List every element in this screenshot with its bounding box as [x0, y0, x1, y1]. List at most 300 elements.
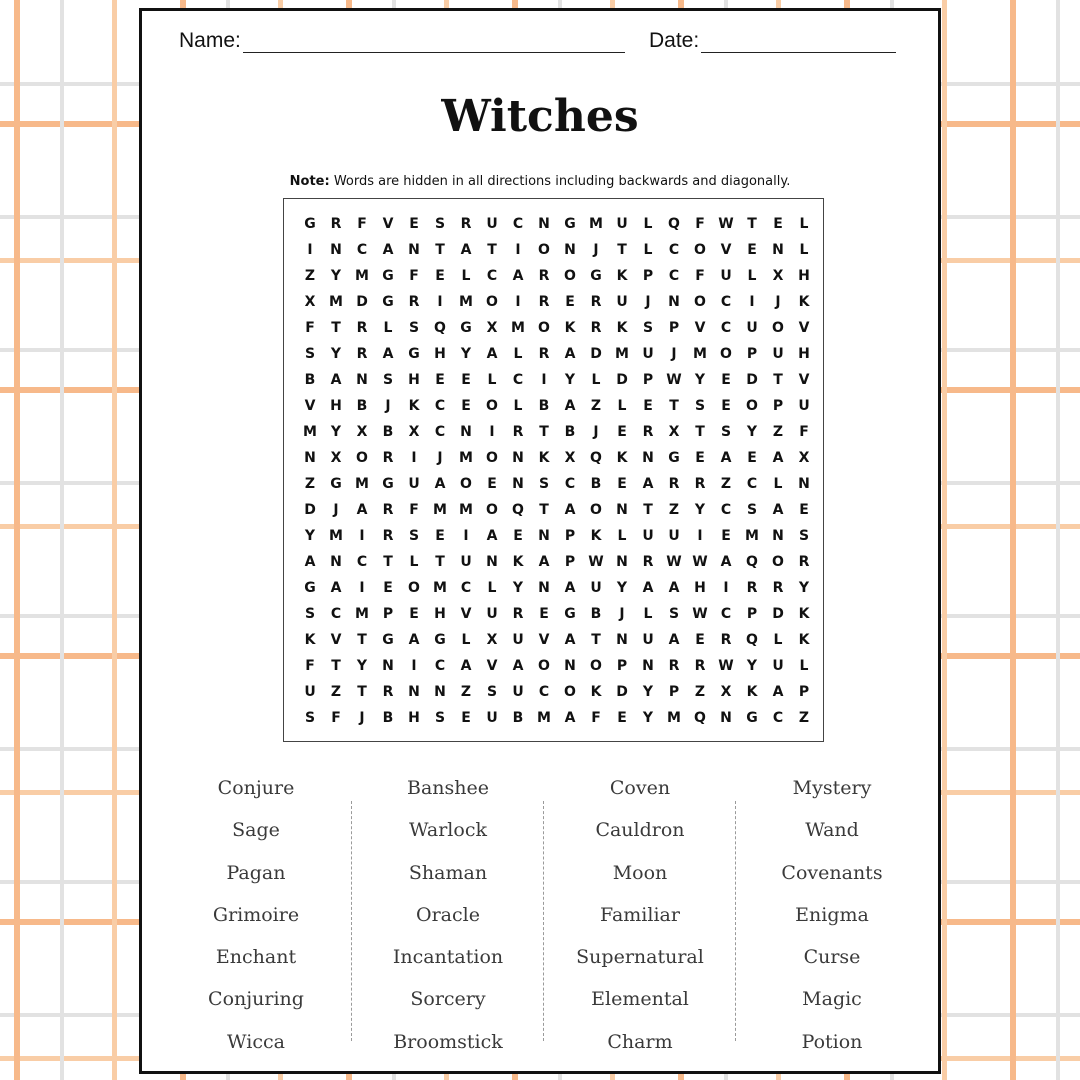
grid-letter[interactable]: R: [642, 424, 654, 440]
grid-letter[interactable]: A: [382, 346, 394, 362]
grid-letter[interactable]: L: [773, 632, 783, 648]
grid-letter[interactable]: C: [486, 268, 498, 284]
grid-letter[interactable]: J: [593, 424, 599, 440]
grid-letter[interactable]: V: [486, 658, 498, 674]
grid-letter[interactable]: L: [799, 216, 809, 232]
grid-letter[interactable]: C: [356, 242, 368, 258]
grid-letter[interactable]: Y: [642, 710, 654, 726]
grid-letter[interactable]: H: [434, 606, 446, 622]
grid-letter[interactable]: A: [772, 502, 784, 518]
grid-letter[interactable]: Z: [590, 398, 602, 414]
grid-letter[interactable]: R: [512, 606, 524, 622]
grid-letter[interactable]: N: [642, 450, 654, 466]
grid-letter[interactable]: U: [642, 528, 654, 544]
grid-letter[interactable]: E: [747, 242, 757, 258]
grid-letter[interactable]: M: [693, 346, 707, 362]
grid-letter[interactable]: D: [616, 684, 628, 700]
grid-letter[interactable]: B: [382, 710, 394, 726]
grid-letter[interactable]: Q: [434, 320, 446, 336]
grid-letter[interactable]: J: [775, 294, 781, 310]
grid-letter[interactable]: U: [642, 346, 654, 362]
grid-letter[interactable]: F: [695, 268, 705, 284]
grid-letter[interactable]: S: [798, 528, 810, 544]
grid-letter[interactable]: N: [772, 528, 784, 544]
grid-letter[interactable]: D: [304, 502, 316, 518]
grid-letter[interactable]: M: [433, 580, 447, 596]
grid-letter[interactable]: A: [720, 450, 732, 466]
name-line[interactable]: [243, 30, 625, 53]
grid-letter[interactable]: I: [697, 528, 703, 544]
grid-letter[interactable]: M: [745, 528, 759, 544]
date-line[interactable]: [701, 30, 896, 53]
grid-letter[interactable]: J: [619, 606, 625, 622]
grid-letter[interactable]: V: [304, 398, 316, 414]
name-field[interactable]: [179, 29, 625, 53]
grid-letter[interactable]: Y: [798, 580, 810, 596]
grid-letter[interactable]: O: [590, 658, 602, 674]
grid-letter[interactable]: F: [305, 320, 315, 336]
grid-letter[interactable]: F: [695, 216, 705, 232]
grid-letter[interactable]: E: [487, 476, 497, 492]
grid-letter[interactable]: T: [747, 216, 757, 232]
grid-letter[interactable]: U: [304, 684, 316, 700]
grid-letter[interactable]: X: [356, 424, 368, 440]
grid-letter[interactable]: R: [538, 268, 550, 284]
grid-letter[interactable]: G: [590, 268, 602, 284]
grid-letter[interactable]: E: [461, 710, 471, 726]
grid-letter[interactable]: E: [461, 398, 471, 414]
grid-letter[interactable]: P: [382, 606, 394, 622]
grid-letter[interactable]: O: [538, 320, 550, 336]
grid-letter[interactable]: P: [746, 606, 758, 622]
grid-letter[interactable]: E: [513, 528, 523, 544]
grid-letter[interactable]: N: [564, 658, 576, 674]
grid-letter[interactable]: N: [772, 242, 784, 258]
grid-letter[interactable]: I: [359, 580, 365, 596]
grid-letter[interactable]: E: [721, 398, 731, 414]
grid-letter[interactable]: A: [564, 346, 576, 362]
grid-letter[interactable]: N: [538, 580, 550, 596]
grid-letter[interactable]: X: [798, 450, 810, 466]
grid-letter[interactable]: O: [356, 450, 368, 466]
grid-letter[interactable]: Y: [694, 372, 706, 388]
grid-letter[interactable]: L: [643, 606, 653, 622]
grid-letter[interactable]: B: [382, 424, 394, 440]
grid-letter[interactable]: T: [591, 632, 601, 648]
grid-letter[interactable]: Y: [642, 684, 654, 700]
grid-letter[interactable]: T: [617, 242, 627, 258]
grid-letter[interactable]: L: [409, 554, 419, 570]
grid-letter[interactable]: G: [460, 320, 472, 336]
grid-letter[interactable]: U: [668, 528, 680, 544]
grid-letter[interactable]: R: [330, 216, 342, 232]
grid-letter[interactable]: G: [382, 294, 394, 310]
grid-letter[interactable]: K: [564, 320, 576, 336]
grid-letter[interactable]: N: [330, 554, 342, 570]
grid-letter[interactable]: S: [668, 606, 680, 622]
grid-letter[interactable]: A: [330, 372, 342, 388]
grid-letter[interactable]: T: [331, 320, 341, 336]
grid-letter[interactable]: O: [538, 242, 550, 258]
grid-letter[interactable]: A: [720, 554, 732, 570]
grid-letter[interactable]: I: [437, 294, 443, 310]
grid-letter[interactable]: L: [643, 242, 653, 258]
grid-letter[interactable]: C: [720, 502, 732, 518]
grid-letter[interactable]: N: [434, 684, 446, 700]
grid-letter[interactable]: A: [512, 658, 524, 674]
grid-letter[interactable]: D: [772, 606, 784, 622]
grid-letter[interactable]: E: [799, 502, 809, 518]
grid-letter[interactable]: Y: [746, 424, 758, 440]
grid-letter[interactable]: Y: [330, 346, 342, 362]
grid-letter[interactable]: R: [590, 320, 602, 336]
grid-letter[interactable]: L: [617, 398, 627, 414]
grid-letter[interactable]: P: [642, 372, 654, 388]
grid-letter[interactable]: M: [355, 268, 369, 284]
grid-letter[interactable]: A: [538, 554, 550, 570]
grid-letter[interactable]: T: [695, 424, 705, 440]
grid-letter[interactable]: D: [356, 294, 368, 310]
grid-letter[interactable]: D: [746, 372, 758, 388]
grid-letter[interactable]: N: [798, 476, 810, 492]
grid-letter[interactable]: U: [486, 216, 498, 232]
grid-letter[interactable]: A: [564, 632, 576, 648]
grid-letter[interactable]: H: [434, 346, 446, 362]
grid-letter[interactable]: C: [668, 242, 680, 258]
grid-letter[interactable]: I: [489, 424, 495, 440]
grid-letter[interactable]: A: [668, 580, 680, 596]
grid-letter[interactable]: K: [616, 268, 628, 284]
grid-letter[interactable]: P: [746, 346, 758, 362]
grid-letter[interactable]: U: [798, 398, 810, 414]
grid-letter[interactable]: U: [720, 268, 732, 284]
grid-letter[interactable]: E: [617, 476, 627, 492]
grid-letter[interactable]: O: [746, 398, 758, 414]
grid-letter[interactable]: X: [720, 684, 732, 700]
grid-letter[interactable]: O: [564, 268, 576, 284]
grid-letter[interactable]: G: [382, 268, 394, 284]
grid-letter[interactable]: F: [799, 424, 809, 440]
grid-letter[interactable]: P: [564, 554, 576, 570]
grid-letter[interactable]: Y: [304, 528, 316, 544]
grid-letter[interactable]: U: [512, 632, 524, 648]
grid-letter[interactable]: A: [356, 502, 368, 518]
grid-letter[interactable]: O: [538, 658, 550, 674]
grid-letter[interactable]: Q: [512, 502, 524, 518]
grid-letter[interactable]: A: [304, 554, 316, 570]
grid-letter[interactable]: R: [408, 294, 420, 310]
grid-letter[interactable]: K: [512, 554, 524, 570]
grid-letter[interactable]: V: [720, 242, 732, 258]
grid-letter[interactable]: Y: [330, 268, 342, 284]
grid-letter[interactable]: K: [798, 606, 810, 622]
grid-letter[interactable]: Y: [746, 658, 758, 674]
grid-letter[interactable]: Y: [616, 580, 628, 596]
grid-letter[interactable]: M: [459, 450, 473, 466]
grid-letter[interactable]: R: [382, 450, 394, 466]
grid-letter[interactable]: H: [330, 398, 342, 414]
grid-letter[interactable]: C: [512, 372, 524, 388]
grid-letter[interactable]: C: [434, 398, 446, 414]
grid-letter[interactable]: A: [564, 580, 576, 596]
grid-letter[interactable]: M: [329, 294, 343, 310]
grid-letter[interactable]: G: [382, 476, 394, 492]
grid-letter[interactable]: P: [642, 268, 654, 284]
grid-letter[interactable]: N: [486, 554, 498, 570]
grid-letter[interactable]: N: [538, 528, 550, 544]
grid-letter[interactable]: T: [539, 502, 549, 518]
grid-letter[interactable]: B: [512, 710, 524, 726]
grid-letter[interactable]: P: [616, 658, 628, 674]
grid-letter[interactable]: Z: [330, 684, 342, 700]
grid-letter[interactable]: A: [772, 450, 784, 466]
grid-letter[interactable]: T: [357, 632, 367, 648]
grid-letter[interactable]: H: [694, 580, 706, 596]
grid-letter[interactable]: K: [590, 684, 602, 700]
grid-letter[interactable]: W: [666, 372, 682, 388]
grid-letter[interactable]: S: [304, 606, 316, 622]
grid-letter[interactable]: M: [355, 476, 369, 492]
grid-letter[interactable]: G: [330, 476, 342, 492]
grid-letter[interactable]: Y: [564, 372, 576, 388]
grid-letter[interactable]: S: [304, 710, 316, 726]
grid-letter[interactable]: N: [512, 476, 524, 492]
grid-letter[interactable]: Z: [798, 710, 810, 726]
grid-letter[interactable]: C: [356, 554, 368, 570]
grid-letter[interactable]: X: [408, 424, 420, 440]
grid-letter[interactable]: Q: [694, 710, 706, 726]
grid-letter[interactable]: R: [356, 346, 368, 362]
grid-letter[interactable]: P: [772, 398, 784, 414]
grid-letter[interactable]: X: [486, 320, 498, 336]
grid-letter[interactable]: M: [329, 528, 343, 544]
grid-letter[interactable]: J: [671, 346, 677, 362]
grid-letter[interactable]: L: [799, 242, 809, 258]
grid-letter[interactable]: R: [356, 320, 368, 336]
grid-letter[interactable]: L: [799, 658, 809, 674]
grid-letter[interactable]: S: [694, 398, 706, 414]
grid-letter[interactable]: K: [590, 528, 602, 544]
grid-letter[interactable]: T: [669, 398, 679, 414]
grid-letter[interactable]: F: [409, 268, 419, 284]
grid-letter[interactable]: R: [382, 684, 394, 700]
grid-letter[interactable]: A: [564, 398, 576, 414]
grid-letter[interactable]: O: [564, 684, 576, 700]
grid-letter[interactable]: I: [723, 580, 729, 596]
grid-letter[interactable]: O: [772, 554, 784, 570]
grid-letter[interactable]: A: [434, 476, 446, 492]
grid-letter[interactable]: M: [667, 710, 681, 726]
grid-letter[interactable]: G: [564, 216, 576, 232]
grid-letter[interactable]: S: [408, 320, 420, 336]
grid-letter[interactable]: E: [695, 632, 705, 648]
grid-letter[interactable]: A: [486, 528, 498, 544]
grid-letter[interactable]: H: [408, 372, 420, 388]
grid-letter[interactable]: M: [459, 294, 473, 310]
grid-letter[interactable]: E: [721, 528, 731, 544]
grid-letter[interactable]: E: [773, 216, 783, 232]
grid-letter[interactable]: N: [460, 424, 472, 440]
grid-letter[interactable]: A: [382, 242, 394, 258]
grid-letter[interactable]: M: [511, 320, 525, 336]
grid-letter[interactable]: W: [692, 606, 708, 622]
grid-letter[interactable]: U: [772, 658, 784, 674]
grid-letter[interactable]: E: [539, 606, 549, 622]
grid-letter[interactable]: C: [746, 476, 758, 492]
grid-letter[interactable]: I: [463, 528, 469, 544]
grid-letter[interactable]: R: [460, 216, 472, 232]
grid-letter[interactable]: R: [590, 294, 602, 310]
grid-letter[interactable]: V: [460, 606, 472, 622]
grid-letter[interactable]: O: [460, 476, 472, 492]
grid-letter[interactable]: A: [642, 476, 654, 492]
grid-letter[interactable]: E: [695, 450, 705, 466]
grid-letter[interactable]: I: [515, 294, 521, 310]
grid-letter[interactable]: J: [359, 710, 365, 726]
grid-letter[interactable]: N: [408, 684, 420, 700]
grid-letter[interactable]: N: [564, 242, 576, 258]
grid-letter[interactable]: C: [460, 580, 472, 596]
grid-letter[interactable]: D: [616, 372, 628, 388]
grid-letter[interactable]: U: [460, 554, 472, 570]
grid-letter[interactable]: E: [383, 580, 393, 596]
grid-letter[interactable]: C: [564, 476, 576, 492]
grid-letter[interactable]: O: [772, 320, 784, 336]
grid-letter[interactable]: C: [772, 710, 784, 726]
grid-letter[interactable]: G: [668, 450, 680, 466]
grid-letter[interactable]: L: [617, 528, 627, 544]
grid-letter[interactable]: L: [461, 632, 471, 648]
grid-letter[interactable]: L: [747, 268, 757, 284]
grid-letter[interactable]: U: [746, 320, 758, 336]
grid-letter[interactable]: S: [538, 476, 550, 492]
grid-letter[interactable]: R: [720, 632, 732, 648]
grid-letter[interactable]: B: [590, 476, 602, 492]
grid-letter[interactable]: D: [590, 346, 602, 362]
grid-letter[interactable]: O: [486, 502, 498, 518]
grid-letter[interactable]: I: [411, 658, 417, 674]
grid-letter[interactable]: Y: [694, 502, 706, 518]
grid-letter[interactable]: E: [435, 372, 445, 388]
grid-letter[interactable]: B: [538, 398, 550, 414]
grid-letter[interactable]: A: [564, 502, 576, 518]
grid-letter[interactable]: S: [382, 372, 394, 388]
grid-letter[interactable]: G: [434, 632, 446, 648]
grid-letter[interactable]: J: [593, 242, 599, 258]
grid-letter[interactable]: O: [590, 502, 602, 518]
grid-letter[interactable]: M: [589, 216, 603, 232]
grid-letter[interactable]: S: [408, 528, 420, 544]
grid-letter[interactable]: C: [720, 320, 732, 336]
grid-letter[interactable]: A: [330, 580, 342, 596]
grid-letter[interactable]: U: [642, 632, 654, 648]
grid-letter[interactable]: C: [330, 606, 342, 622]
grid-letter[interactable]: W: [718, 216, 734, 232]
grid-letter[interactable]: K: [408, 398, 420, 414]
grid-letter[interactable]: U: [512, 684, 524, 700]
grid-letter[interactable]: K: [616, 320, 628, 336]
grid-letter[interactable]: O: [694, 242, 706, 258]
grid-letter[interactable]: A: [408, 632, 420, 648]
grid-letter[interactable]: Y: [356, 658, 368, 674]
grid-letter[interactable]: M: [355, 606, 369, 622]
grid-letter[interactable]: E: [409, 606, 419, 622]
grid-letter[interactable]: X: [330, 450, 342, 466]
grid-letter[interactable]: R: [642, 554, 654, 570]
grid-letter[interactable]: K: [538, 450, 550, 466]
grid-letter[interactable]: E: [643, 398, 653, 414]
grid-letter[interactable]: L: [513, 346, 523, 362]
grid-letter[interactable]: L: [643, 216, 653, 232]
grid-letter[interactable]: K: [304, 632, 316, 648]
grid-letter[interactable]: G: [382, 632, 394, 648]
grid-letter[interactable]: Y: [460, 346, 472, 362]
grid-letter[interactable]: T: [435, 554, 445, 570]
grid-letter[interactable]: I: [541, 372, 547, 388]
grid-letter[interactable]: R: [538, 294, 550, 310]
grid-letter[interactable]: H: [798, 268, 810, 284]
grid-letter[interactable]: Z: [668, 502, 680, 518]
grid-letter[interactable]: S: [720, 424, 732, 440]
grid-letter[interactable]: C: [434, 424, 446, 440]
grid-letter[interactable]: N: [304, 450, 316, 466]
grid-letter[interactable]: N: [642, 658, 654, 674]
grid-letter[interactable]: R: [382, 528, 394, 544]
grid-letter[interactable]: M: [459, 502, 473, 518]
grid-letter[interactable]: J: [437, 450, 443, 466]
grid-letter[interactable]: M: [537, 710, 551, 726]
grid-letter[interactable]: G: [564, 606, 576, 622]
grid-letter[interactable]: I: [411, 450, 417, 466]
grid-letter[interactable]: N: [538, 216, 550, 232]
grid-letter[interactable]: E: [565, 294, 575, 310]
grid-letter[interactable]: H: [798, 346, 810, 362]
grid-letter[interactable]: O: [486, 450, 498, 466]
grid-letter[interactable]: U: [772, 346, 784, 362]
grid-letter[interactable]: E: [747, 450, 757, 466]
grid-letter[interactable]: F: [591, 710, 601, 726]
grid-letter[interactable]: P: [798, 684, 810, 700]
grid-letter[interactable]: C: [668, 268, 680, 284]
grid-letter[interactable]: K: [746, 684, 758, 700]
grid-letter[interactable]: L: [383, 320, 393, 336]
grid-letter[interactable]: N: [616, 502, 628, 518]
grid-letter[interactable]: K: [798, 294, 810, 310]
grid-letter[interactable]: S: [304, 346, 316, 362]
grid-letter[interactable]: J: [333, 502, 339, 518]
grid-letter[interactable]: N: [512, 450, 524, 466]
grid-letter[interactable]: B: [356, 398, 368, 414]
grid-letter[interactable]: I: [749, 294, 755, 310]
grid-letter[interactable]: V: [330, 632, 342, 648]
grid-letter[interactable]: T: [643, 502, 653, 518]
grid-letter[interactable]: T: [383, 554, 393, 570]
grid-letter[interactable]: M: [615, 346, 629, 362]
grid-letter[interactable]: C: [720, 606, 732, 622]
grid-letter[interactable]: T: [357, 684, 367, 700]
grid-letter[interactable]: P: [668, 320, 680, 336]
grid-letter[interactable]: E: [617, 424, 627, 440]
grid-letter[interactable]: P: [668, 684, 680, 700]
grid-letter[interactable]: T: [773, 372, 783, 388]
grid-letter[interactable]: F: [357, 216, 367, 232]
grid-letter[interactable]: X: [668, 424, 680, 440]
grid-letter[interactable]: A: [772, 684, 784, 700]
grid-letter[interactable]: R: [772, 580, 784, 596]
grid-letter[interactable]: R: [694, 658, 706, 674]
grid-letter[interactable]: U: [590, 580, 602, 596]
grid-letter[interactable]: Z: [720, 476, 732, 492]
